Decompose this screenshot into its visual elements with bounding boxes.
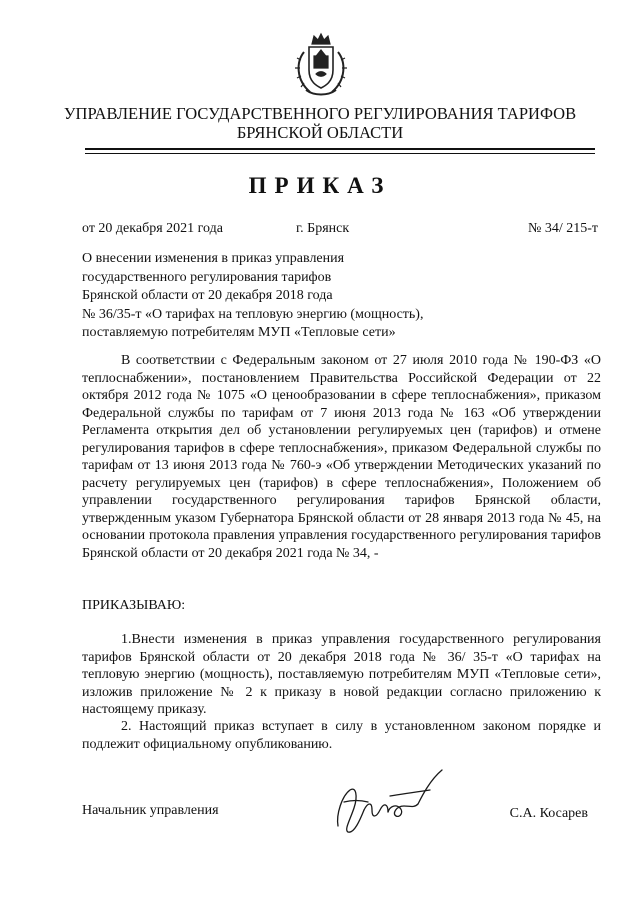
handwritten-signature bbox=[330, 766, 450, 838]
signatory-title: Начальник управления bbox=[82, 803, 219, 818]
document-city: г. Брянск bbox=[296, 221, 350, 236]
order-subject bbox=[82, 250, 522, 343]
document-date: от 20 декабря 2021 года bbox=[82, 221, 223, 236]
document-title: ПРИКАЗ bbox=[248, 173, 392, 198]
subject-line: Брянской области от 20 декабря 2018 года bbox=[82, 288, 333, 304]
order-item-2: 2. Настоящий приказ вступает в силу в установленном законом порядке и подлежит официальному опубликованию. bbox=[82, 719, 601, 752]
header-rule-thin bbox=[85, 153, 595, 154]
subject-line: поставляемую потребителям МУП «Тепловые сети» bbox=[82, 325, 396, 341]
coat-of-arms-icon bbox=[292, 30, 350, 98]
organization-name-line2: БРЯНСКОЙ ОБЛАСТИ bbox=[236, 123, 404, 142]
organization-name-line1: УПРАВЛЕНИЕ ГОСУДАРСТВЕННОГО РЕГУЛИРОВАНИЯ ТАРИФОВ bbox=[63, 104, 577, 123]
order-directive-heading: ПРИКАЗЫВАЮ: bbox=[82, 598, 186, 613]
preamble-paragraph: В соответствии с Федеральным законом от 27 июля 2010 года № 190-ФЗ «О теплоснабжении», постановлением Правительства Российской Федерации от 22 октября 2012 года № 1075 «О ценообразовании в сфере теплоснабжения», приказом Федеральной службы по тарифам от 7 июня 2013 года № 163 «Об утверждении Регламента открытия дел об установлении регулируемых цен (тарифов) и отмене регулирования тарифов в сфере теплоснабжения», приказом Федеральной службы по тарифам от 13 июня 2013 года № 760-э «Об утверждении Методических указаний по расчету регулируемых цен (тарифов) в сфере теплоснабжения», Положением об управлении государственного регулирования тарифов Брянской области, утвержденным указом Губернатора Брянской области от 28 января 2013 года № 45, на основании протокола правления управления государственного регулирования тарифов Брянской области от 20 декабря 2021 года № 34, - bbox=[82, 353, 601, 561]
signatory-name: С.А. Косарев bbox=[509, 806, 588, 821]
header-rule-thick bbox=[85, 148, 595, 150]
subject-line: государственного регулирования тарифов bbox=[82, 269, 332, 285]
order-item-1: 1.Внести изменения в приказ управления государственного регулирования тарифов Брянской области от 20 декабря 2018 года № 36/ 35-т «О тарифах на тепловую энергию (мощность), поставляемую потребителям МУП «Тепловые сети», изложив приложение № 2 к приказу в новой редакции согласно приложению к настоящему приказу. bbox=[82, 632, 601, 717]
subject-line: О внесении изменения в приказ управления bbox=[82, 251, 345, 266]
subject-line: № 36/35-т «О тарифах на тепловую энергию (мощность), bbox=[82, 306, 424, 322]
document-number: № 34/ 215-т bbox=[527, 221, 598, 236]
